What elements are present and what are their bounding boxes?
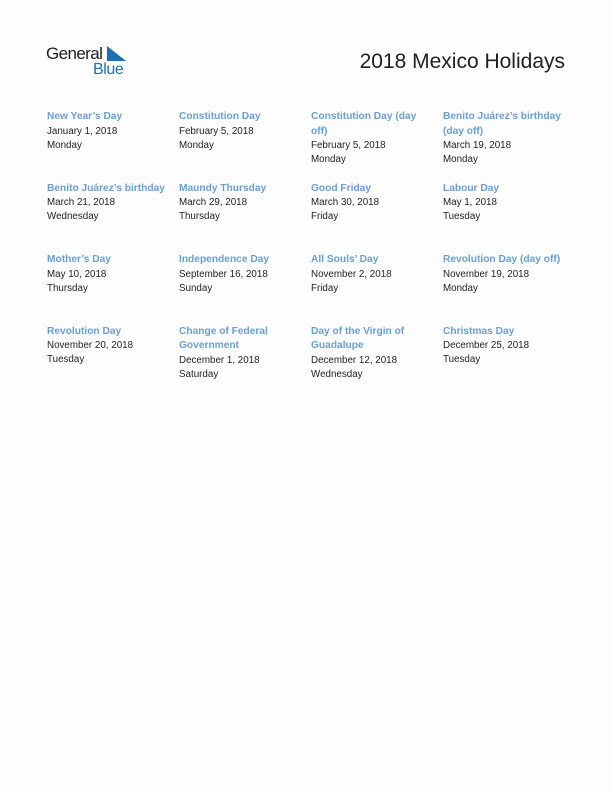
holiday-weekday: Sunday: [179, 282, 213, 294]
holiday-weekday: Wednesday: [311, 368, 363, 380]
holiday-item: [47, 253, 179, 325]
logo-flag-icon: [107, 46, 126, 62]
holiday-name: All Souls’ Day: [311, 254, 379, 265]
holiday-name: Constitution Day (day off): [311, 111, 417, 137]
holiday-name: Revolution Day (day off): [443, 254, 561, 265]
holiday-grid: [47, 110, 577, 396]
holiday-date: November 2, 2018: [311, 268, 392, 280]
page-title: 2018 Mexico Holidays: [359, 50, 565, 73]
holiday-name: New Year’s Day: [47, 111, 123, 122]
holiday-name: Constitution Day: [179, 111, 261, 122]
holiday-date: March 29, 2018: [179, 197, 248, 208]
holiday-weekday: Monday: [179, 139, 214, 151]
holiday-weekday: Monday: [47, 139, 82, 151]
holiday-item: [179, 253, 311, 325]
holiday-name: Christmas Day: [443, 325, 515, 337]
holiday-date: February 5, 2018: [179, 125, 254, 137]
holiday-weekday: Tuesday: [47, 354, 85, 365]
holiday-weekday: Monday: [311, 154, 346, 165]
holiday-name: Benito Juárez’s birthday (day off): [443, 111, 561, 137]
holiday-weekday: Monday: [443, 282, 478, 294]
holiday-item: [311, 253, 443, 325]
holiday-weekday: Monday: [443, 154, 478, 165]
holiday-name: Benito Juárez’s birthday: [47, 182, 165, 194]
holiday-item: [443, 110, 577, 182]
holiday-item: [179, 182, 311, 254]
holiday-name: Revolution Day: [47, 325, 122, 337]
holiday-date: March 19, 2018: [443, 140, 512, 151]
holiday-date: November 20, 2018: [47, 340, 134, 351]
holiday-date: February 5, 2018: [311, 140, 386, 151]
holiday-weekday: Thursday: [47, 282, 88, 294]
holiday-item: [311, 182, 443, 254]
holiday-date: December 12, 2018: [311, 354, 398, 366]
holiday-item: [179, 110, 311, 182]
holiday-date: May 1, 2018: [443, 197, 497, 208]
holiday-name: Change of Federal Government: [179, 325, 268, 351]
holiday-item: [443, 182, 577, 254]
holiday-item: [443, 325, 577, 397]
holiday-item: [47, 110, 179, 182]
logo-word-general: General: [46, 44, 103, 63]
holiday-name: Maundy Thursday: [179, 182, 267, 194]
holiday-name: Day of the Virgin of Guadalupe: [311, 325, 405, 351]
generalblue-logo: [46, 44, 136, 80]
holiday-weekday: Wednesday: [47, 211, 99, 222]
holiday-item: [47, 325, 179, 397]
holiday-date: November 19, 2018: [443, 268, 530, 280]
holiday-date: September 16, 2018: [179, 268, 268, 280]
holiday-date: March 21, 2018: [47, 197, 116, 208]
holiday-date: December 1, 2018: [179, 354, 260, 366]
holiday-name: Independence Day: [179, 254, 270, 265]
holiday-item: [47, 182, 179, 254]
holiday-weekday: Friday: [311, 211, 339, 222]
logo-word-blue: Blue: [93, 61, 124, 78]
holiday-item: [311, 110, 443, 182]
holiday-weekday: Tuesday: [443, 354, 481, 365]
holiday-date: March 30, 2018: [311, 197, 380, 208]
holiday-weekday: Thursday: [179, 211, 220, 222]
holiday-name: Labour Day: [443, 182, 500, 194]
holiday-name: Good Friday: [311, 182, 371, 194]
holiday-date: December 25, 2018: [443, 340, 530, 351]
holiday-item: [443, 253, 577, 325]
holiday-date: January 1, 2018: [47, 125, 118, 137]
holiday-weekday: Saturday: [179, 368, 219, 380]
holiday-name: Mother’s Day: [47, 254, 111, 265]
holiday-item: [311, 325, 443, 397]
holiday-date: May 10, 2018: [47, 268, 107, 280]
holiday-weekday: Tuesday: [443, 211, 481, 222]
holiday-weekday: Friday: [311, 282, 339, 294]
holiday-item: [179, 325, 311, 397]
